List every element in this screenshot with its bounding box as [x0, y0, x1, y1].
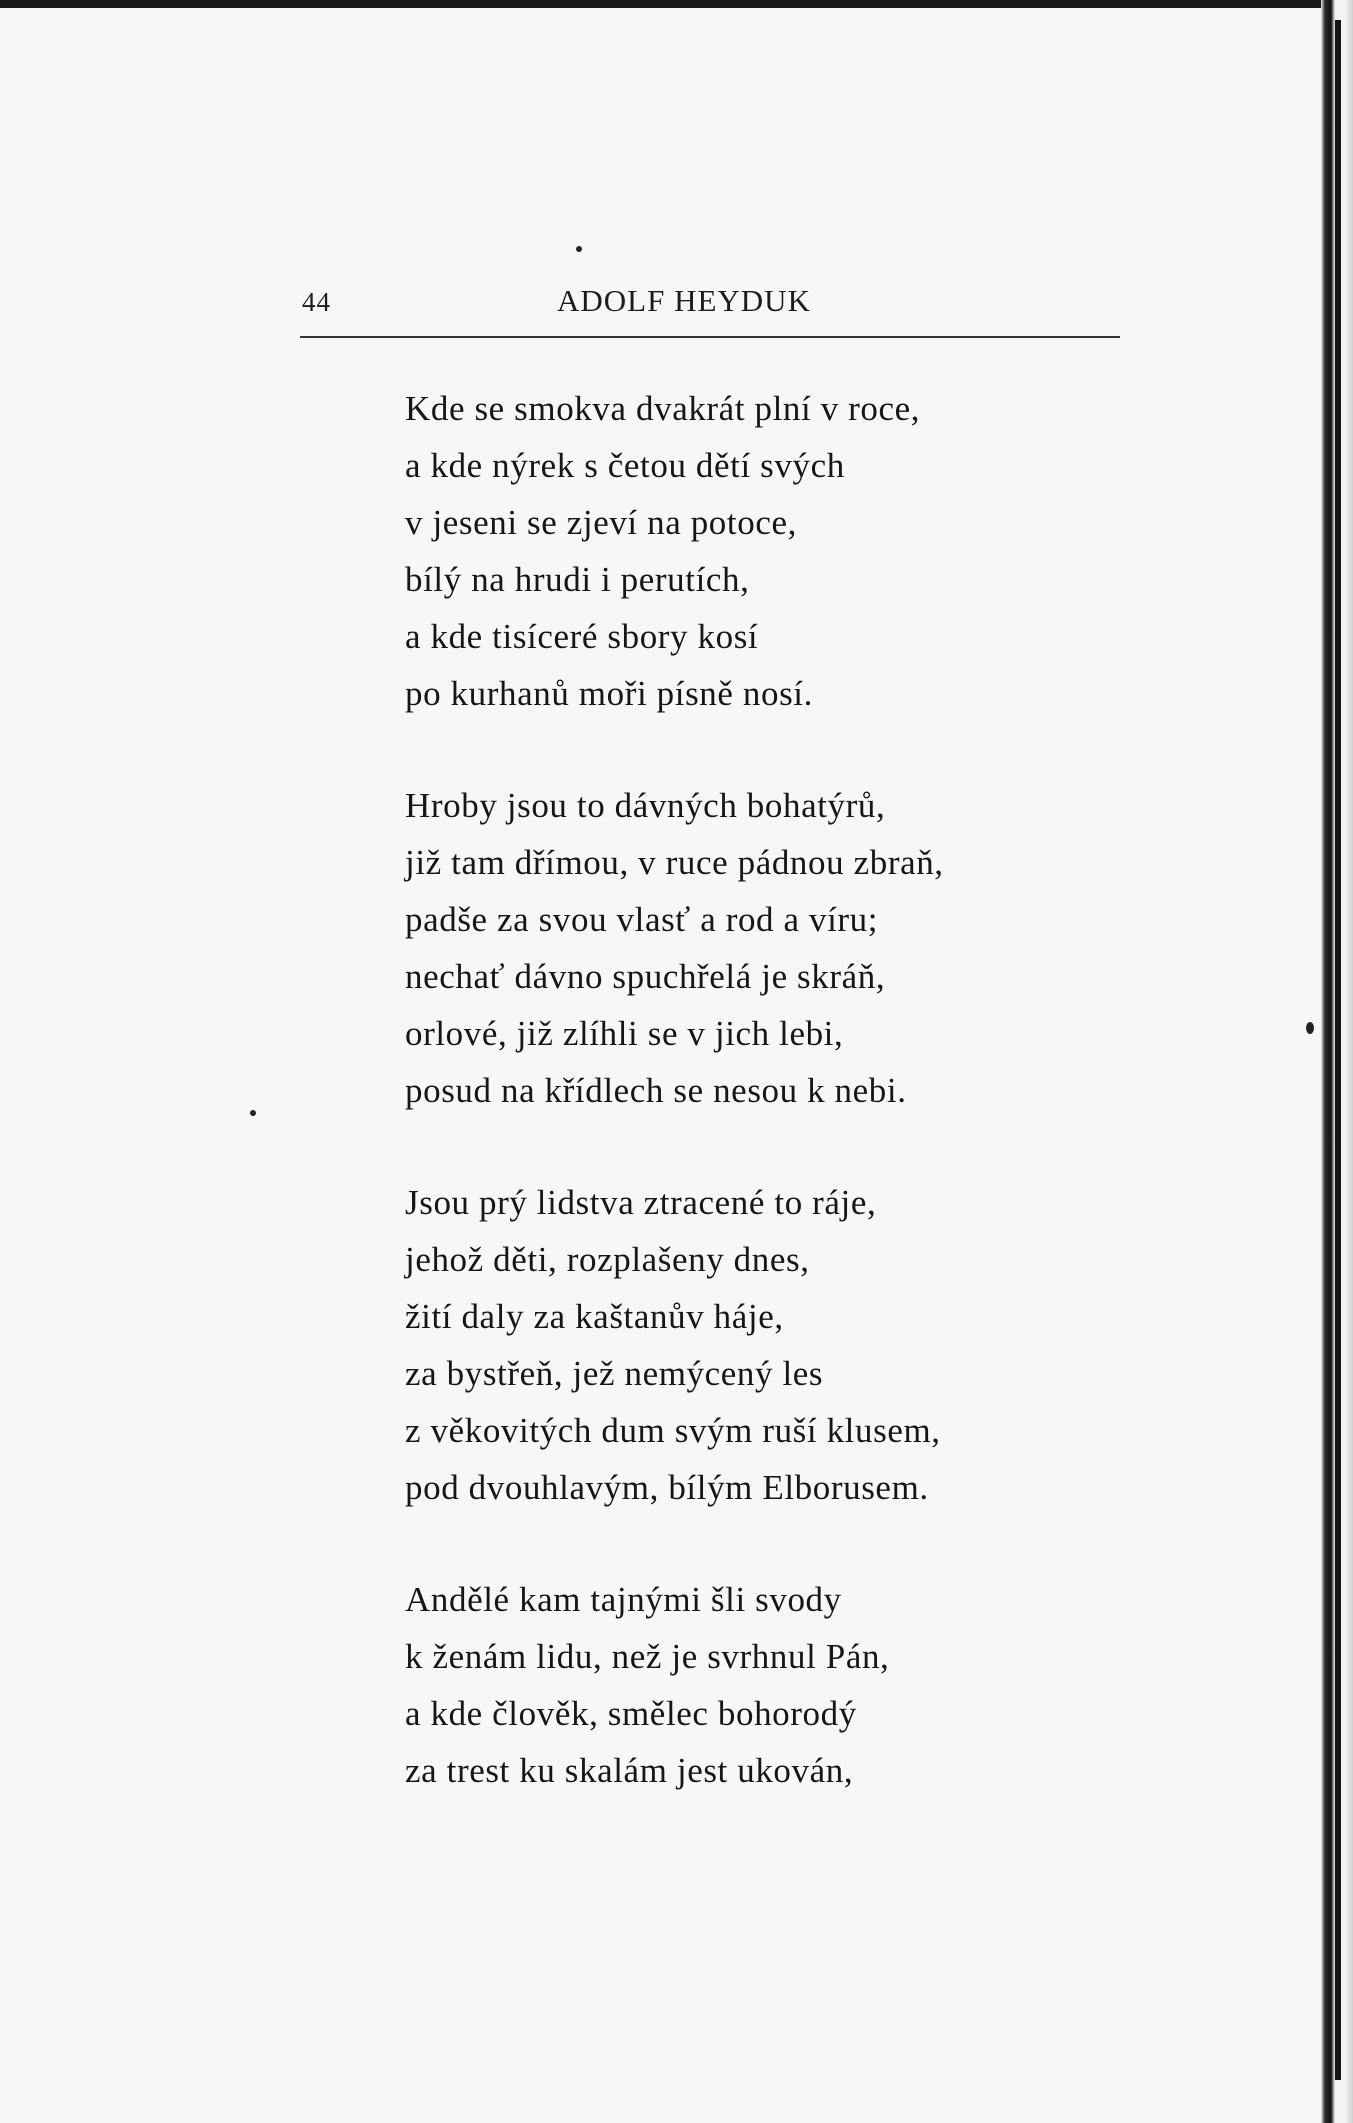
poem-line: žití daly za kaštanův háje,: [405, 1297, 784, 1336]
running-title: ADOLF HEYDUK: [557, 283, 811, 318]
poem-line: již tam dřímou, v ruce pádnou zbraň,: [405, 843, 944, 882]
stanza: [405, 1174, 1125, 1516]
poem-line: za bystřeň, jež nemýcený les: [405, 1354, 824, 1393]
poem-line: Hroby jsou to dávných bohatýrů,: [405, 786, 886, 825]
stanza: [405, 777, 1125, 1119]
running-head: [302, 283, 1122, 323]
poem-line: v jeseni se zjeví na potoce,: [405, 503, 797, 542]
poem-line: a kde tisíceré sbory kosí: [405, 617, 759, 656]
print-speck: [576, 246, 582, 252]
poem-line: padše za svou vlasť a rod a víru;: [405, 900, 879, 939]
poem-line: Andělé kam tajnými šli svody: [405, 1580, 842, 1619]
poem-line: posud na křídlech se nesou k nebi.: [405, 1071, 907, 1110]
poem-line: pod dvouhlavým, bílým Elborusem.: [405, 1468, 929, 1507]
print-speck: [250, 1110, 256, 1116]
stanza: [405, 1571, 1125, 1799]
header-rule: [300, 336, 1120, 338]
poem-line: nechať dávno spuchřelá je skráň,: [405, 957, 886, 996]
poem-line: bílý na hrudi i perutích,: [405, 560, 750, 599]
poem: [405, 380, 1125, 1854]
poem-line: k ženám lidu, než je svrhnul Pán,: [405, 1637, 890, 1676]
poem-line: Jsou prý lidstva ztracené to ráje,: [405, 1183, 877, 1222]
poem-line: Kde se smokva dvakrát plní v roce,: [405, 389, 921, 428]
poem-line: po kurhanů moři písně nosí.: [405, 674, 813, 713]
poem-line: za trest ku skalám jest ukován,: [405, 1751, 854, 1790]
scan-spine-shadow: [1335, 20, 1341, 2080]
poem-line: z věkovitých dum svým ruší klusem,: [405, 1411, 941, 1450]
poem-line: jehož děti, rozplašeny dnes,: [405, 1240, 810, 1279]
poem-line: a kde člověk, smělec bohorodý: [405, 1694, 857, 1733]
poem-line: orlové, již zlíhli se v jich lebi,: [405, 1014, 844, 1053]
print-speck: [1306, 1022, 1314, 1034]
poem-line: a kde nýrek s četou dětí svých: [405, 446, 845, 485]
stanza: [405, 380, 1125, 722]
scan-border-top: [0, 0, 1353, 8]
page-number: 44: [302, 287, 331, 317]
